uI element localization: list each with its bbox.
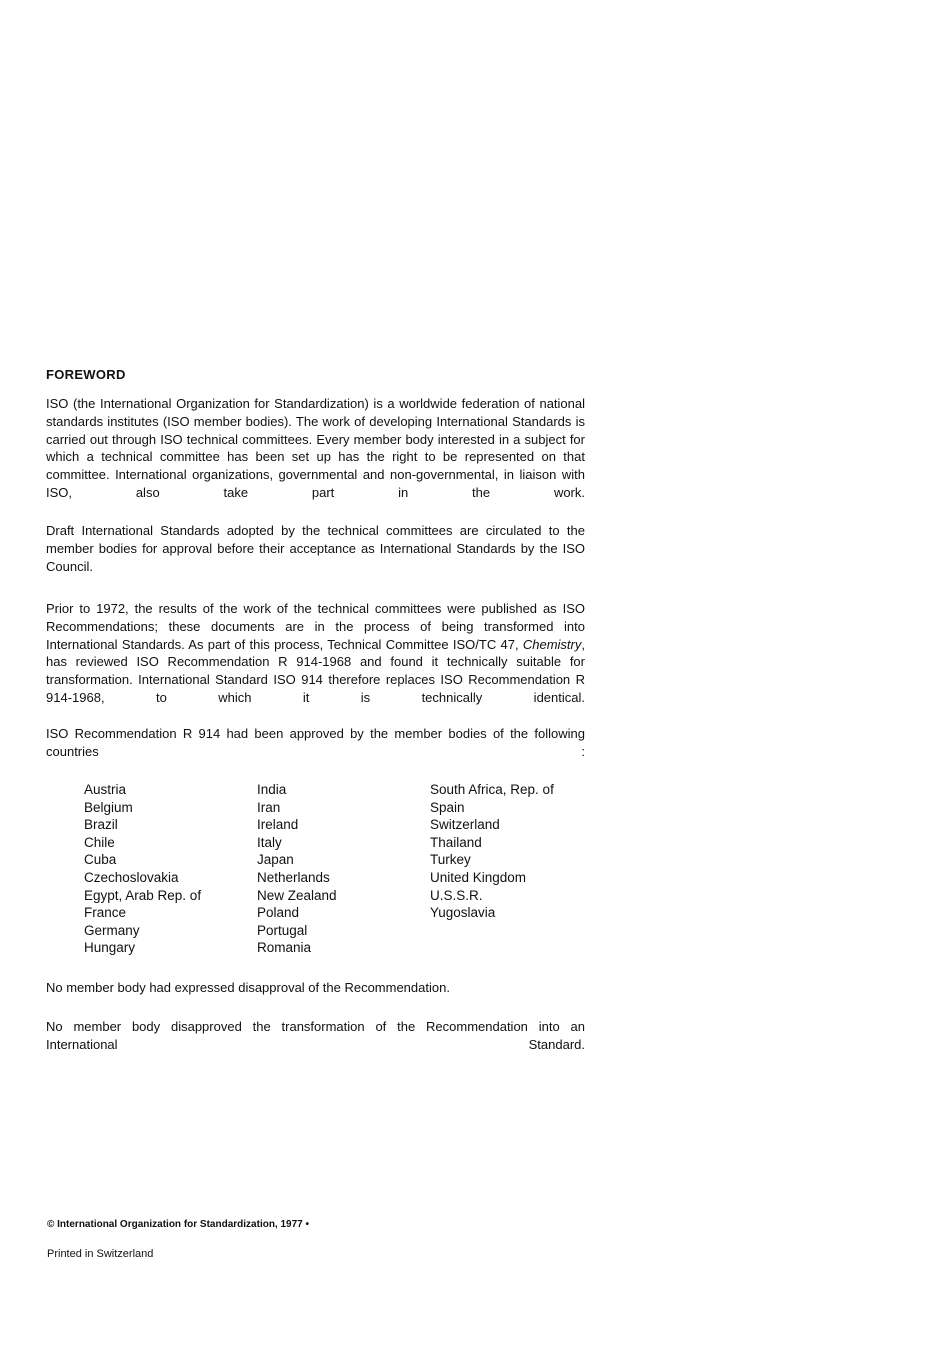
country-item: Iran — [257, 799, 281, 815]
paragraph-no-disapproval: No member body had expressed disapproval of the Recommendation. — [46, 980, 450, 995]
country-item: Romania — [257, 940, 312, 956]
country-column-3 — [430, 781, 554, 922]
paragraph-iso-intro: ISO (the International Organization for Standardization) is a worldwide federation of national standards institutes (ISO member bodies). The work of developing International Standards is carried out through ISO technical committees. Every member body interested in a subject for which a technical committee has been set up has the right to be represented on that committee. International organizations, governmental and non-governmental, in liaison with ISO, also take part in the work. — [46, 396, 585, 500]
country-item: Turkey — [430, 852, 471, 868]
country-item: Switzerland — [430, 817, 500, 833]
country-item: India — [257, 782, 287, 797]
country-item: U.S.S.R. — [430, 887, 483, 903]
country-column-2 — [257, 781, 337, 957]
country-item: Egypt, Arab Rep. of — [84, 887, 202, 903]
country-item: Hungary — [84, 940, 136, 956]
country-item: France — [84, 905, 127, 921]
country-item: Spain — [430, 799, 465, 815]
country-item: Brazil — [84, 817, 118, 833]
printed-in: Printed in Switzerland — [47, 1248, 154, 1260]
foreword-heading: FOREWORD — [46, 367, 126, 382]
country-item: Poland — [257, 905, 300, 921]
country-item: Germany — [84, 922, 140, 938]
country-item: Austria — [84, 782, 127, 797]
country-item: Belgium — [84, 799, 133, 815]
country-item: Yugoslavia — [430, 905, 496, 921]
country-column-1 — [84, 781, 201, 957]
country-item: Portugal — [257, 922, 308, 938]
paragraph-approval: ISO Recommendation R 914 had been approved by the member bodies of the following countries : — [46, 726, 585, 759]
country-item: New Zealand — [257, 887, 337, 903]
paragraph-draft-standards: Draft International Standards adopted by the technical committees are circulated to the member bodies for approval before their acceptance as International Standards by the ISO Council. — [46, 523, 585, 574]
paragraph-transformation — [46, 600, 585, 725]
country-item: Czechoslovakia — [84, 869, 179, 885]
paragraph-no-disapproval-transformation: No member body disapproved the transformation of the Recommendation into an International Standard. — [46, 1019, 585, 1052]
p3-text-end: , has reviewed ISO Recommendation R 914-1968 and found it technically suitable for transformation. International Standard ISO 914 therefore replaces ISO Recommendation R 914-1968, to which it is technically identical. — [46, 636, 585, 705]
country-item: Japan — [257, 852, 294, 868]
p3-italic: Chemistry — [522, 636, 582, 652]
country-item: South Africa, Rep. of — [430, 782, 554, 797]
country-item: Italy — [257, 834, 282, 850]
country-item: Chile — [84, 834, 115, 850]
country-item: United Kingdom — [430, 869, 527, 885]
country-item: Thailand — [430, 834, 482, 850]
p3-text: Prior to 1972, the results of the work of the technical committees were published as ISO Recommendations; these documents are in the process of being transformed into International Standards. As part of this process, Technical Committee ISO/TC 47, — [46, 601, 585, 652]
copyright-notice: © International Organization for Standardization, 1977 • — [47, 1219, 310, 1230]
country-item: Netherlands — [257, 869, 330, 885]
country-item: Cuba — [84, 852, 117, 868]
country-item: Ireland — [257, 817, 299, 833]
